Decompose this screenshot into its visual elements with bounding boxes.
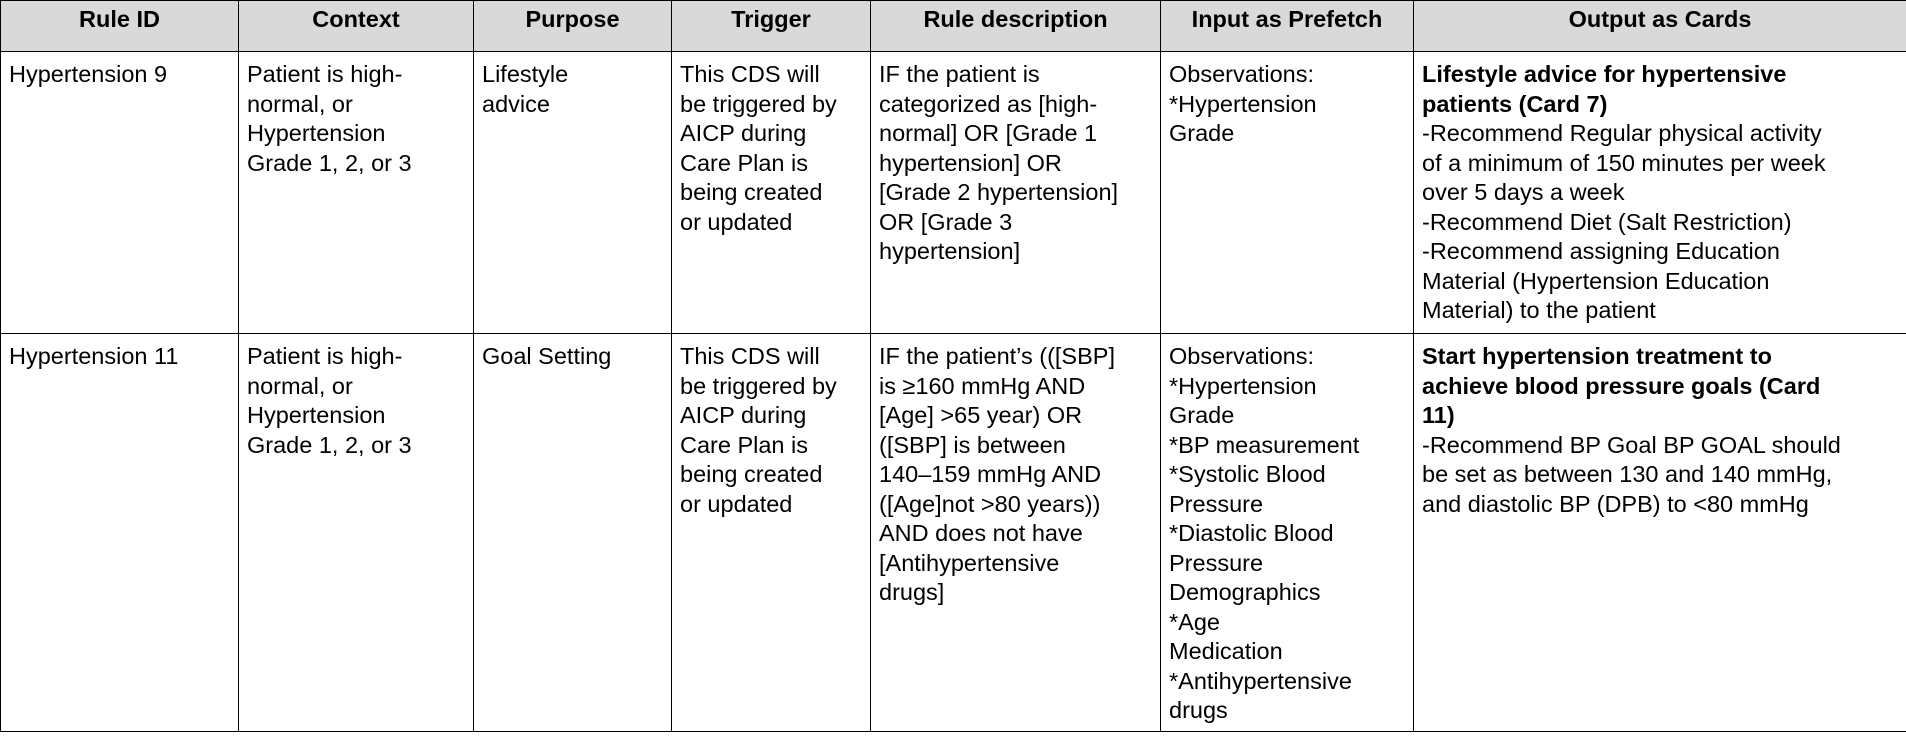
header-rule-description: Rule description (871, 1, 1161, 52)
cell-line: Hypertension 11 (9, 343, 179, 369)
cell-line: is ≥160 mmHg AND (879, 372, 1086, 399)
cell-output-cards (1414, 52, 1906, 334)
header-row (1, 1, 1906, 52)
header-output-cards: Output as Cards (1414, 1, 1906, 52)
cell-input-prefetch (1161, 52, 1414, 334)
cell-line: Hypertension 9 (9, 61, 168, 87)
header-context: Context (239, 1, 474, 52)
cell-line: categorized as [high- (879, 90, 1098, 117)
cell-line: Hypertension (247, 402, 386, 428)
cell-line: Material) to the patient (1422, 297, 1656, 323)
cell-line: Pressure (1169, 549, 1264, 576)
cell-line: Medication (1169, 638, 1283, 664)
table-header (1, 1, 1906, 52)
cell-line: ([Age]not >80 years)) (879, 490, 1101, 517)
cell-input-prefetch (1161, 334, 1414, 732)
cell-line: *BP measurement (1169, 431, 1360, 458)
cell-line: drugs (1169, 697, 1228, 723)
cell-line: Goal Setting (482, 343, 612, 369)
header-trigger: Trigger (672, 1, 871, 52)
cell-trigger (672, 334, 871, 732)
cell-line: *Antihypertensive (1169, 667, 1352, 694)
cell-line: drugs] (879, 579, 945, 605)
card-title: Lifestyle advice for hypertensive (1422, 61, 1787, 87)
cell-line: normal] OR [Grade 1 (879, 120, 1098, 146)
cell-line: *Age (1169, 608, 1220, 635)
cell-line: of a minimum of 150 minutes per week (1422, 149, 1826, 176)
cell-line: [Grade 2 hypertension] (879, 179, 1119, 205)
cell-line: Grade (1169, 402, 1235, 428)
cell-rule-description (871, 52, 1161, 334)
cell-line: *Hypertension (1169, 90, 1317, 117)
header-purpose: Purpose (474, 1, 672, 52)
cell-line: Patient is high- (247, 343, 403, 369)
cell-line: hypertension] (879, 238, 1021, 264)
cell-context (239, 52, 474, 334)
cell-line: be set as between 130 and 140 mmHg, (1422, 461, 1833, 487)
cell-line: *Diastolic Blood (1169, 520, 1334, 546)
cell-line: being created (680, 179, 823, 205)
cell-line: AICP during (680, 120, 807, 146)
cell-trigger (672, 52, 871, 334)
cell-line: This CDS will (680, 61, 820, 87)
cell-line: -Recommend assigning Education (1422, 238, 1780, 264)
cell-line: Grade 1, 2, or 3 (247, 431, 412, 458)
cell-line: Lifestyle (482, 61, 569, 87)
cell-line: IF the patient is (879, 61, 1040, 87)
cell-line: hypertension] OR (879, 149, 1062, 176)
cell-purpose (474, 334, 672, 732)
cell-line: be triggered by (680, 90, 837, 117)
cell-line: Hypertension (247, 120, 386, 146)
cell-line: Material (Hypertension Education (1422, 267, 1770, 294)
cell-line: normal, or (247, 90, 353, 117)
cell-line: Patient is high- (247, 61, 403, 87)
header-input-prefetch: Input as Prefetch (1161, 1, 1414, 52)
cell-context (239, 334, 474, 732)
cell-purpose (474, 52, 672, 334)
table-row (1, 52, 1906, 334)
cell-line: 140–159 mmHg AND (879, 461, 1102, 487)
cell-line: ([SBP] is between (879, 431, 1066, 458)
cell-line: AND does not have (879, 520, 1083, 546)
cell-line: *Systolic Blood (1169, 461, 1326, 487)
cell-rule-id (1, 334, 239, 732)
cell-line: [Antihypertensive (879, 549, 1060, 576)
card-title: Start hypertension treatment to (1422, 343, 1772, 369)
table-row (1, 334, 1906, 732)
cell-line: Demographics (1169, 579, 1321, 605)
card-title: achieve blood pressure goals (Card (1422, 372, 1821, 399)
cell-line: Pressure (1169, 490, 1264, 517)
cell-line: Observations: (1169, 343, 1314, 369)
cell-line: over 5 days a week (1422, 179, 1625, 205)
cell-line: *Hypertension (1169, 372, 1317, 399)
cell-line: Care Plan is (680, 431, 808, 458)
cell-line: [Age] >65 year) OR (879, 402, 1083, 428)
card-title: 11) (1422, 402, 1455, 428)
cell-rule-description (871, 334, 1161, 732)
cell-line: Grade 1, 2, or 3 (247, 149, 412, 176)
cell-line: or updated (680, 490, 793, 517)
cell-line: advice (482, 90, 550, 117)
cell-line: -Recommend Regular physical activity (1422, 120, 1822, 146)
cell-line: -Recommend Diet (Salt Restriction) (1422, 208, 1792, 235)
cell-line: be triggered by (680, 372, 837, 399)
cell-line: IF the patient’s (([SBP] (879, 343, 1115, 369)
header-rule-id: Rule ID (1, 1, 239, 52)
cell-line: This CDS will (680, 343, 820, 369)
cell-line: OR [Grade 3 (879, 208, 1013, 235)
cell-line: and diastolic BP (DPB) to <80 mmHg (1422, 490, 1809, 517)
cell-line: or updated (680, 208, 793, 235)
cell-line: -Recommend BP Goal BP GOAL should (1422, 431, 1841, 458)
cell-line: normal, or (247, 372, 353, 399)
cell-line: Care Plan is (680, 149, 808, 176)
cell-line: being created (680, 461, 823, 487)
cell-line: AICP during (680, 402, 807, 428)
cell-line: Grade (1169, 120, 1235, 146)
card-title: patients (Card 7) (1422, 90, 1608, 117)
cell-line: Observations: (1169, 61, 1314, 87)
cell-rule-id (1, 52, 239, 334)
table-body (1, 52, 1906, 732)
cell-output-cards (1414, 334, 1906, 732)
